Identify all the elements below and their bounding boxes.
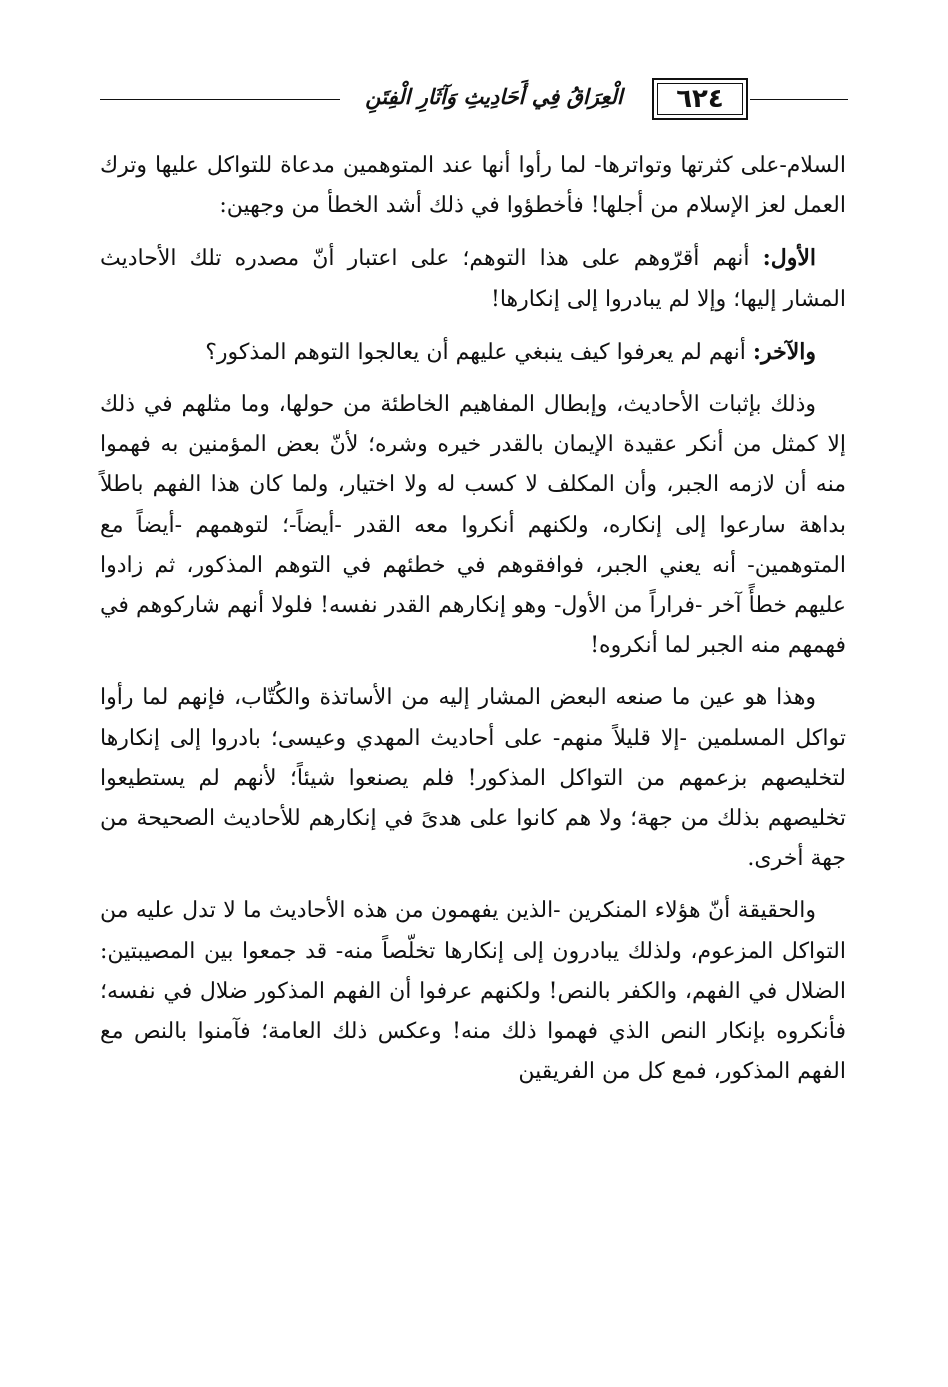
header-rule-left [100,99,340,100]
paragraph-lead: والآخر: [752,338,816,365]
paragraph [100,146,846,226]
paragraph-text: والحقيقة أنّ هؤلاء المنكرين -الذين يفهمون من هذه الأحاديث ما لا تدل عليه من التواكل المزعوم، ولذلك يبادرون إلى إنكارها تخلّصاً منه- قد جمعوا بين المصيبتين: الضلال في الفهم، والكفر بالنص! ولكنهم عرفوا أن الفهم المذكور ضلال في نفسه؛ فأنكروه بإنكار النص الذي فهموا ذلك منه! وعكس ذلك العامة؛ فآمنوا بالنص مع الفهم المذكور، فمع كل من الفريقين [100,898,846,1085]
paragraph [100,891,846,1092]
page-body [100,146,846,1104]
page-number: ٦٢٤ [676,84,724,114]
paragraph-text: وذلك بإثبات الأحاديث، وإبطال المفاهيم الخاطئة من حولها، وما مثلهم في ذلك إلا كمثل من أنكر عقيدة الإيمان بالقدر خيره وشره؛ لأنّ بعض المؤمنين به فهموا منه أن لازمه الجبر، وأن المكلف لا كسب له ولا اختيار، ولما كان هذا الفهم باطلاً بداهة سارعوا إلى إنكاره، ولكنهم أنكروا معه القدر -أيضاً-؛ لتوهمهم -أيضاً مع المتوهمين- أنه يعني الجبر، فوافقوهم في خطئهم في التوهم المذكور، ثم زادوا عليهم خطأً آخر -فراراً من الأول- وهو إنكارهم القدر نفسه! فلولا أنهم شاركوهم في فهمهم منه الجبر لما أنكروه! [100,392,846,659]
page-header [100,70,848,130]
book-title: الْعِرَاقُ فِي أَحَادِيثِ وَآثَارِ الْفِتَنِ [365,83,623,109]
paragraph [100,678,846,879]
page-number-frame [652,78,748,120]
paragraph [100,385,846,666]
paragraph [100,238,846,319]
paragraph-lead: الأول: [762,245,816,272]
paragraph-text: أنهم أقرّوهم على هذا التوهم؛ على اعتبار أنّ مصدره تلك الأحاديث المشار إليها؛ وإلا لم يبادروا إلى إنكارها! [100,246,846,312]
paragraph-text: وهذا هو عين ما صنعه البعض المشار إليه من الأساتذة والكُتّاب، فإنهم لما رأوا تواكل المسلمين -إلا قليلاً منهم- على أحاديث المهدي وعيسى؛ بادروا إلى إنكارها لتخليصهم بزعمهم من التواكل المذكور! فلم يصنعوا شيئاً؛ لأنهم لم يستطيعوا تخليصهم بذلك من جهة؛ ولا هم كانوا على هدىً في إنكارهم للأحاديث الصحيحة من جهة أخرى. [100,685,846,872]
header-rule-right [750,99,848,100]
paragraph [100,332,846,373]
paragraph-text: السلام-على كثرتها وتواترها- لما رأوا أنها عند المتوهمين مدعاة للتواكل عليها وترك العمل لعز الإسلام من أجلها! فأخطؤوا في ذلك أشد الخطأ من وجهين: [100,153,846,219]
paragraph-text: أنهم لم يعرفوا كيف ينبغي عليهم أن يعالجوا التوهم المذكور؟ [205,339,753,365]
